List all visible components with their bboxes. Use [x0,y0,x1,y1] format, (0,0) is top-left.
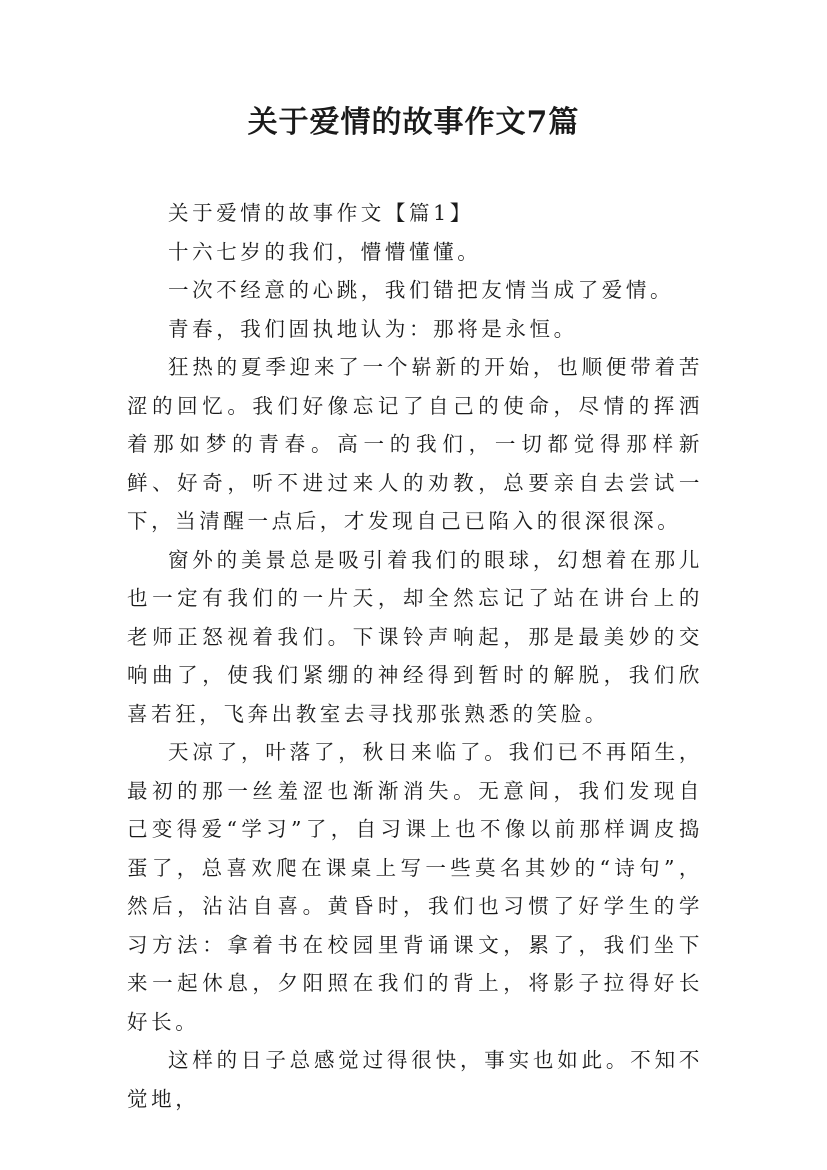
paragraph: 十六七岁的我们，懵懵懂懂。 [168,239,482,264]
paragraph: 青春，我们固执地认为：那将是永恒。 [168,316,578,341]
paragraph: 天凉了，叶落了，秋日来临了。我们已不再陌生，最初的那一丝羞涩也渐渐消失。无意间，我们发现自己变得爱“学习”了，自习课上也不像以前那样调皮捣蛋了，总喜欢爬在课桌上写一些莫名其妙的“诗句”，然后，沾沾自喜。黄昏时，我们也习惯了好学生的学习方法：拿着书在校园里背诵课文，累了，我们坐下来一起休息，夕阳照在我们的背上，将影子拉得好长好长。 [127,740,703,1034]
paragraph: 这样的日子总感觉过得很快，事实也如此。不知不觉地， [127,1048,703,1111]
paragraph: 窗外的美景总是吸引着我们的眼球，幻想着在那儿也一定有我们的一片天，却全然忘记了站在讲台上的老师正怒视着我们。下课铃声响起，那是最美妙的交响曲了，使我们紧绷的神经得到暂时的解脱，我们欣喜若狂，飞奔出教室去寻找那张熟悉的笑脸。 [127,547,703,726]
section-heading: 关于爱情的故事作文【篇1】 [168,201,474,225]
document-body [127,194,703,1118]
document-title: 关于爱情的故事作文7篇 [247,105,580,140]
paragraph: 一次不经意的心跳，我们错把友情当成了爱情。 [168,278,675,302]
paragraph: 狂热的夏季迎来了一个崭新的开始，也顺便带着苦涩的回忆。我们好像忘记了自己的使命，尽情的挥洒着那如梦的青春。高一的我们，一切都觉得那样新鲜、好奇，听不进过来人的劝教，总要亲自去尝试一下，当清醒一点后，才发现自己已陷入的很深很深。 [127,355,703,533]
